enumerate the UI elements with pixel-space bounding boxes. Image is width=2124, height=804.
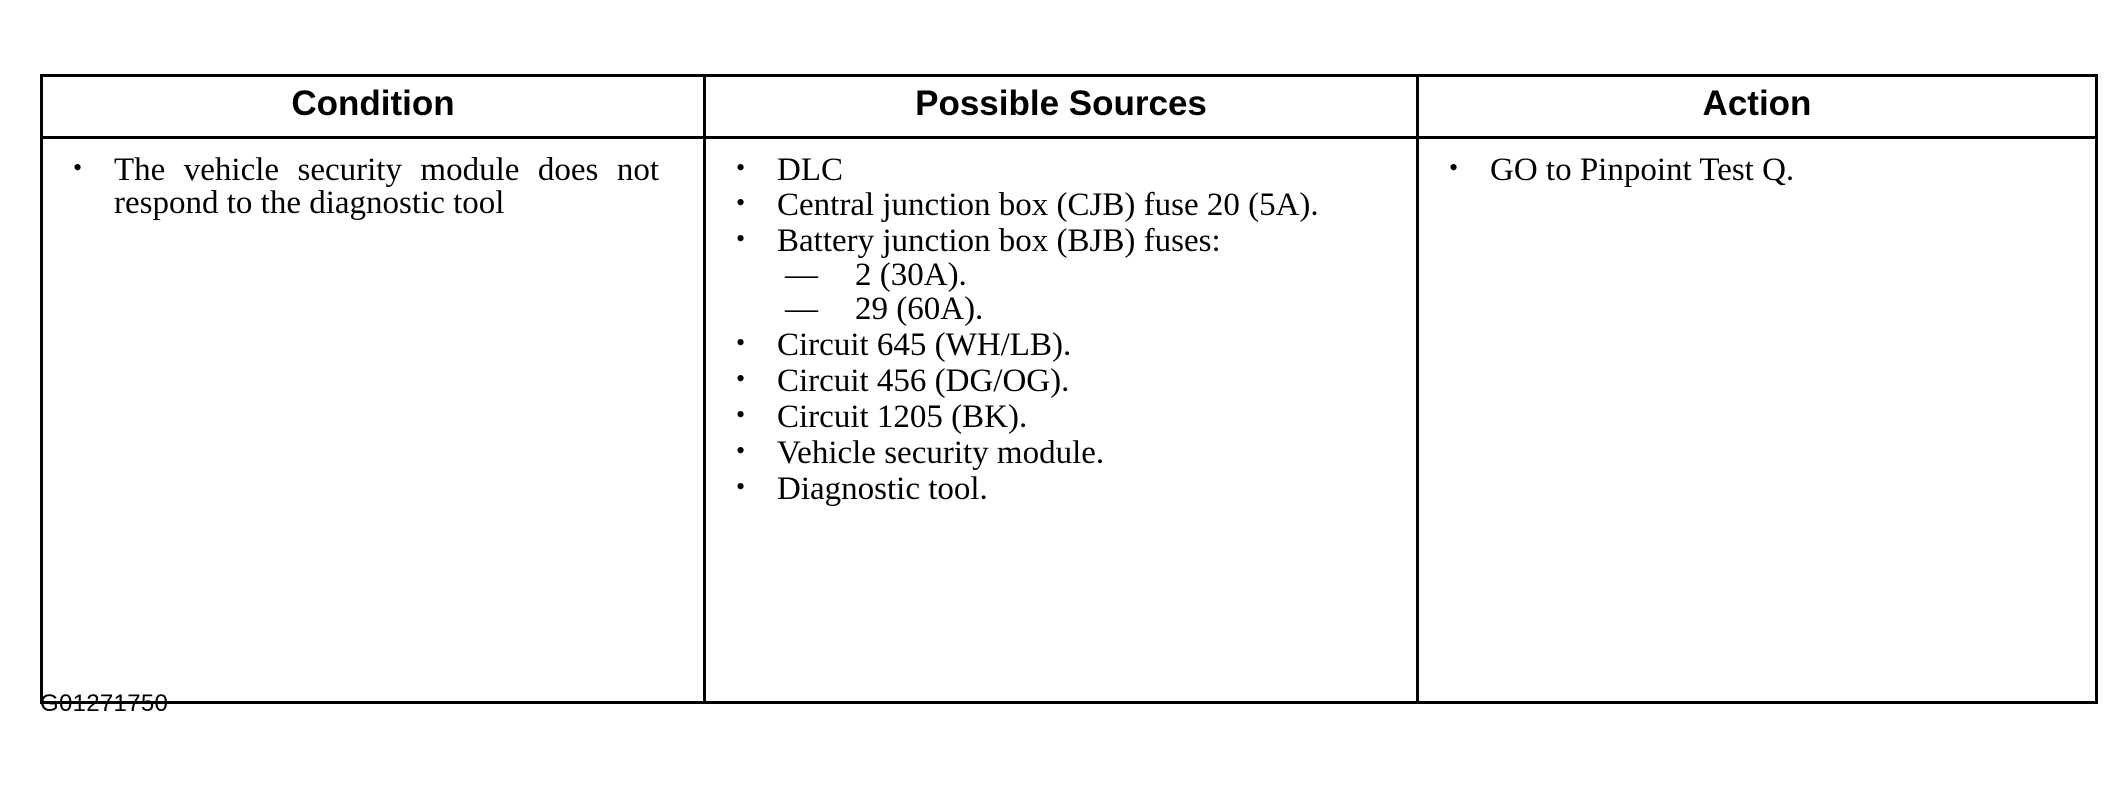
list-item <box>722 224 1400 326</box>
action-list <box>1435 153 2079 187</box>
list-item-text: Diagnostic tool. <box>777 471 988 508</box>
list-item-text: Vehicle security module. <box>777 435 1105 472</box>
list-item <box>722 364 1400 398</box>
sub-list-item: — 2 (30A). <box>777 258 1372 292</box>
list-item-text: Battery junction box (BJB) fuses: <box>777 223 1221 260</box>
table-header <box>42 76 2097 138</box>
figure-id-label: G01271750 <box>40 690 169 717</box>
list-item <box>722 328 1400 362</box>
table-body <box>42 137 2097 702</box>
list-item: • The vehicle security module does not respond to the diagnostic tool <box>59 153 687 221</box>
list-item-text: DLC <box>777 151 843 188</box>
list-item-text: Circuit 645 (WH/LB). <box>777 327 1072 364</box>
bjb-fuse-sublist <box>777 258 1372 326</box>
list-item-text: Central junction box (CJB) fuse 20 (5A). <box>777 187 1319 224</box>
cell-possible-sources <box>705 137 1418 702</box>
sub-list-item: — 29 (60A). <box>777 292 1372 326</box>
list-item <box>722 400 1400 434</box>
list-item: • GO to Pinpoint Test Q. <box>1435 153 2079 187</box>
list-item <box>722 436 1400 470</box>
list-item-text: Circuit 456 (DG/OG). <box>777 363 1070 400</box>
column-header-possible-sources: Possible Sources <box>705 76 1418 138</box>
list-item-text: Circuit 1205 (BK). <box>777 399 1028 436</box>
possible-sources-list <box>722 153 1400 507</box>
cell-condition <box>42 137 705 702</box>
column-header-action: Action <box>1418 76 2097 138</box>
condition-list <box>59 153 687 221</box>
list-item <box>722 153 1400 187</box>
table-row <box>42 137 2097 702</box>
column-header-condition: Condition <box>42 76 705 138</box>
list-item <box>722 472 1400 506</box>
list-item <box>722 188 1400 222</box>
table-header-row <box>42 76 2097 138</box>
diagnostic-table <box>40 74 2098 704</box>
cell-action <box>1418 137 2097 702</box>
